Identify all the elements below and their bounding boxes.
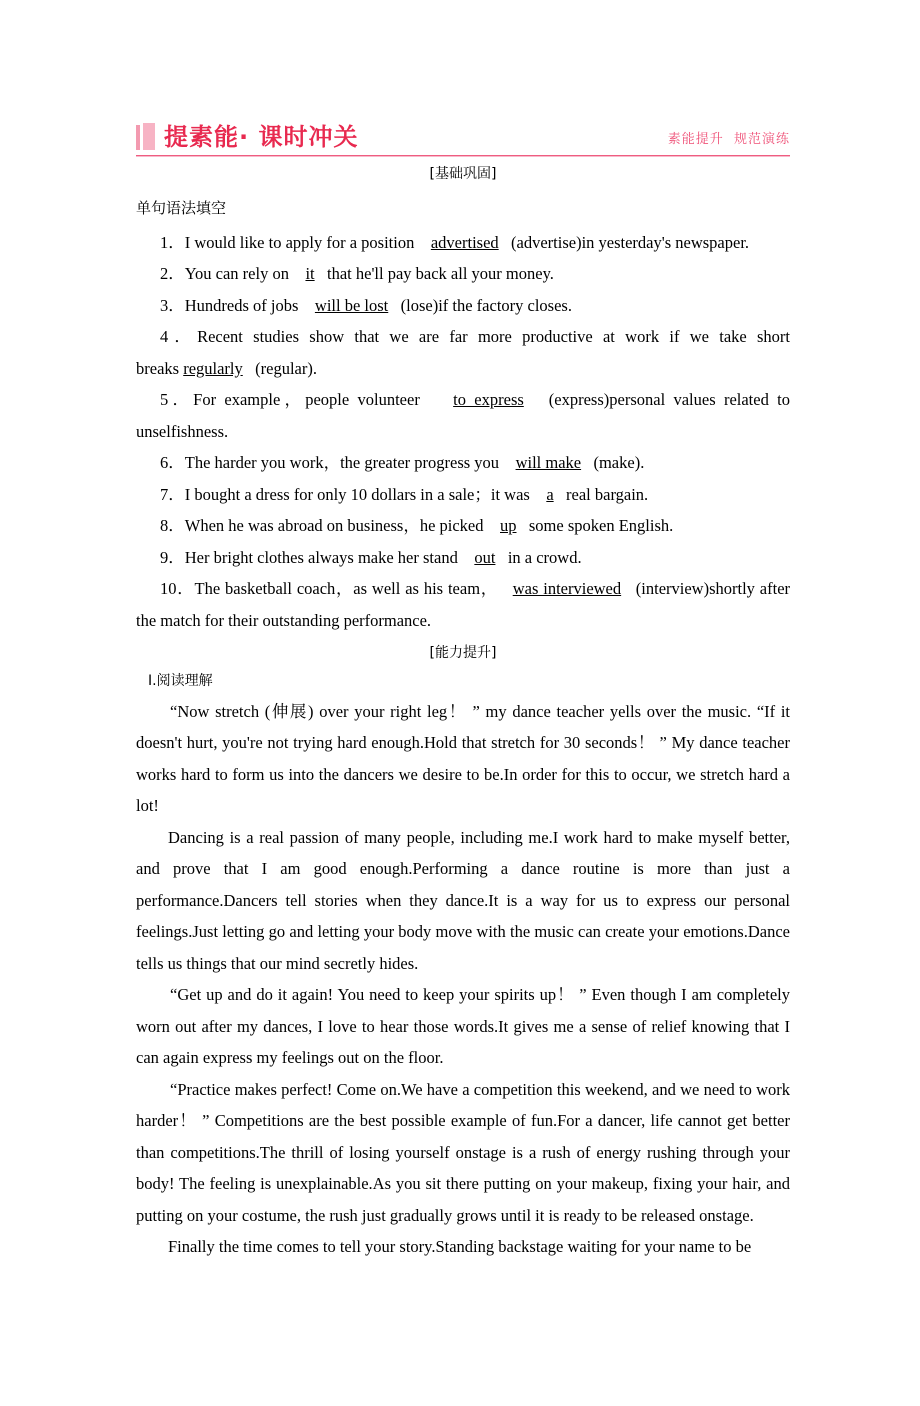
grammar-item bbox=[136, 290, 790, 322]
spacer bbox=[388, 296, 400, 315]
page-header bbox=[136, 104, 790, 154]
item-number: 10． bbox=[160, 579, 195, 599]
passage-paragraph: “Practice makes perfect! Come on.We have a competition this weekend, and we need to work harder！ ” Competitions are the best possible example of fun.For a dancer, life cannot get better than competitions.The thrill of losing yourself onstage is a rush of energy rushing through your body! The feeling is unexplainable.As you sit there putting on your makeup, fixing your hair, and putting on your costume, the rush just gradually grows until it is ready to be released onstage. bbox=[136, 1079, 790, 1225]
spacer bbox=[484, 516, 501, 535]
grammar-item-list bbox=[136, 227, 790, 637]
grammar-item bbox=[136, 227, 790, 259]
item-text-after: (express)personal values related to unselfishness. bbox=[136, 390, 791, 441]
grammar-subsection-heading: 单句语法填空 bbox=[136, 198, 227, 217]
spacer bbox=[581, 453, 593, 472]
answer-blank: to express bbox=[453, 390, 524, 410]
item-number: 4． bbox=[160, 327, 198, 347]
page-title: 提素能· 课时冲关 bbox=[164, 122, 359, 151]
item-text-before: Hundreds of jobs bbox=[184, 295, 299, 315]
grammar-item bbox=[136, 384, 790, 447]
spacer bbox=[289, 264, 306, 283]
ability-section-label: [能力提升] bbox=[429, 645, 497, 662]
spacer bbox=[499, 453, 516, 472]
item-text-before: I would like to apply for a position bbox=[184, 232, 415, 252]
spacer bbox=[530, 485, 547, 504]
worksheet-page bbox=[0, 104, 920, 1406]
item-text-after: that he'll pay back all your money. bbox=[327, 264, 554, 284]
header-title-group bbox=[136, 123, 358, 154]
header-divider bbox=[136, 155, 790, 157]
answer-blank: will make bbox=[515, 453, 582, 473]
spacer bbox=[458, 548, 475, 567]
item-number: 5． bbox=[160, 390, 194, 410]
header-right-label: 素能提升 规范演练 bbox=[667, 132, 790, 147]
item-number: 3． bbox=[160, 295, 185, 315]
spacer bbox=[499, 233, 511, 252]
grammar-item bbox=[136, 573, 790, 636]
grammar-item bbox=[136, 542, 790, 574]
answer-blank: advertised bbox=[430, 232, 499, 252]
item-text-before: For example，people volunteer bbox=[193, 390, 420, 410]
spacer bbox=[524, 390, 549, 409]
item-text-before: I bought a dress for only 10 dollars in a sale；it was bbox=[184, 484, 530, 504]
reading-comprehension-heading: Ⅰ.阅读理解 bbox=[148, 673, 213, 690]
basic-section-label: [基础巩固] bbox=[429, 166, 497, 182]
answer-blank: will be lost bbox=[314, 295, 389, 315]
answer-blank: a bbox=[546, 484, 554, 504]
passage-paragraph: Dancing is a real passion of many people, including me.I work hard to make myself better, and prove that I am good enough.Performing a dance routine is more than just a performance.Dancers tell stories when they dance.It is a way for us to express our personal feelings.Just letting go and letting your body move with the music can create your emotions.Dance tells us things that our mind secretly hides. bbox=[136, 827, 790, 973]
grammar-item bbox=[136, 258, 790, 290]
spacer bbox=[495, 548, 507, 567]
item-text-after: some spoken English. bbox=[528, 516, 674, 536]
item-number: 9． bbox=[160, 547, 185, 567]
item-number: 1． bbox=[160, 232, 185, 252]
grammar-item bbox=[136, 447, 790, 479]
answer-blank: out bbox=[474, 547, 496, 567]
item-text-after: (interview)shortly after the match for their outstanding performance. bbox=[136, 579, 791, 630]
title-marker-thin-bar-icon bbox=[136, 125, 140, 150]
grammar-item bbox=[136, 479, 790, 511]
item-text-after: in a crowd. bbox=[507, 547, 582, 567]
title-marker-bars-icon bbox=[136, 123, 155, 150]
grammar-item bbox=[136, 321, 790, 384]
item-text-before: The harder you work，the greater progress you bbox=[184, 453, 500, 473]
answer-blank: it bbox=[305, 264, 315, 284]
spacer bbox=[498, 579, 513, 598]
passage-paragraph: “Get up and do it again! You need to keep your spirits up！ ” Even though I am completely worn out after my dances, I love to hear those words.It gives me a sense of relief knowing that I can again express my feelings out on the floor. bbox=[136, 985, 790, 1068]
item-number: 8． bbox=[160, 516, 185, 536]
answer-blank: regularly bbox=[183, 358, 243, 378]
spacer bbox=[517, 516, 529, 535]
answer-blank: up bbox=[500, 516, 517, 536]
answer-blank: was interviewed bbox=[512, 579, 622, 599]
item-number: 7． bbox=[160, 484, 185, 504]
passage-paragraph: “Now stretch (伸展) over your right leg！ ” my dance teacher yells over the music. “If it doesn't hurt, you're not trying hard enough.Hold that stretch for 30 seconds！ ” My dance teacher works hard to form us into the dancers we desire to be.In order for this to occur, we stretch hard a lot! bbox=[136, 701, 790, 816]
spacer bbox=[243, 359, 255, 378]
item-text-before: Recent studies show that we are far more productive at work if we take short breaks bbox=[136, 327, 790, 378]
spacer bbox=[298, 296, 315, 315]
item-number: 2． bbox=[160, 264, 185, 284]
item-text-before: When he was abroad on business，he picked bbox=[184, 516, 484, 536]
item-text-before: Her bright clothes always make her stand bbox=[184, 547, 458, 567]
item-text-after: real bargain. bbox=[566, 484, 649, 504]
spacer bbox=[420, 390, 453, 409]
spacer bbox=[554, 485, 566, 504]
item-number: 6． bbox=[160, 453, 185, 473]
spacer bbox=[315, 264, 327, 283]
title-marker-wide-bar-icon bbox=[143, 123, 155, 150]
item-text-after: (regular). bbox=[255, 358, 317, 378]
item-text-before: The basketball coach，as well as his team， bbox=[194, 579, 499, 599]
grammar-item bbox=[136, 510, 790, 542]
item-text-before: You can rely on bbox=[184, 264, 289, 284]
item-text-after: (advertise)in yesterday's newspaper. bbox=[511, 232, 750, 252]
item-text-after: (make). bbox=[593, 453, 645, 473]
spacer bbox=[621, 579, 636, 598]
reading-passage bbox=[136, 696, 790, 1263]
passage-paragraph: Finally the time comes to tell your story.Standing backstage waiting for your name to be bbox=[168, 1237, 752, 1257]
spacer bbox=[414, 233, 431, 252]
item-text-after: (lose)if the factory closes. bbox=[400, 295, 572, 315]
